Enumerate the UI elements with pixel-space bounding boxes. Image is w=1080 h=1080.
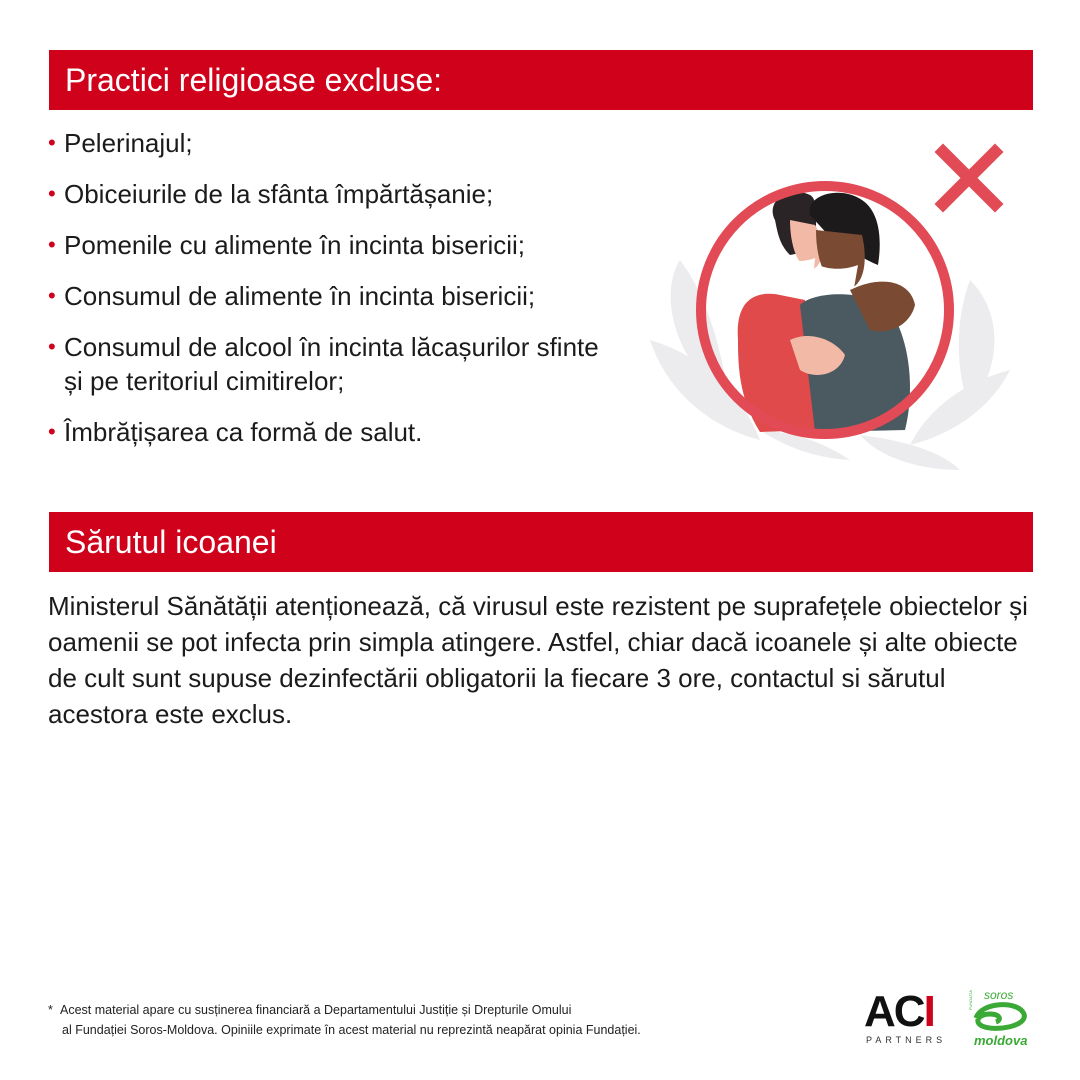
moldova-text: moldova bbox=[974, 1033, 1028, 1048]
hugging-people bbox=[738, 192, 915, 432]
list-item: • Pomenile cu alimente în incinta bisericii; bbox=[48, 230, 525, 260]
aci-partners-logo bbox=[864, 987, 947, 1048]
bullet-icon: • bbox=[48, 334, 56, 359]
aci-subtitle: PARTNERS bbox=[866, 1035, 947, 1045]
excluded-practices-list bbox=[48, 126, 608, 466]
section-title-sarutul: Sărutul icoanei bbox=[49, 512, 1033, 572]
disclaimer-line-1: Acest material apare cu susținerea financiară a Departamentului Justiție și Drepturile Omului bbox=[60, 1003, 572, 1017]
bullet-icon: • bbox=[48, 232, 56, 257]
list-item: • Îmbrățișarea ca formă de salut. bbox=[48, 417, 423, 447]
bullet-icon: • bbox=[48, 130, 56, 155]
aci-wordmark: ACI bbox=[864, 987, 934, 1036]
soros-moldova-logo bbox=[966, 988, 1036, 1048]
section-title-practici: Practici religioase excluse: bbox=[49, 50, 1033, 110]
list-item: • Obiceiurile de la sfânta împărtășanie; bbox=[48, 179, 494, 209]
bullet-icon: • bbox=[48, 181, 56, 206]
footer-disclaimer bbox=[48, 1000, 748, 1040]
close-icon bbox=[943, 152, 995, 204]
footnote-star: * bbox=[48, 1003, 53, 1017]
disclaimer-line-2: al Fundației Soros-Moldova. Opiniile exprimate în acest material nu reprezintă neapărat opinia Fundației. bbox=[62, 1023, 641, 1037]
fundatia-text: FUNDAȚIA bbox=[968, 990, 973, 1010]
no-hugging-illustration bbox=[640, 140, 1030, 480]
bullet-icon: • bbox=[48, 419, 56, 444]
list-item: • Consumul de alimente în incinta bisericii; bbox=[48, 281, 536, 311]
bullet-icon: • bbox=[48, 283, 56, 308]
list-item: • Pelerinajul; bbox=[48, 128, 193, 158]
soros-swirl-icon bbox=[976, 1005, 1024, 1029]
list-item: • Consumul de alcool în incinta lăcașurilor sfinte și pe teritoriul cimitirelor; bbox=[48, 332, 599, 396]
warning-paragraph: Ministerul Sănătății atenționează, că virusul este rezistent pe suprafețele obiectelor și oamenii se pot infecta prin simpla atingere. Astfel, chiar dacă icoanele și alte obiecte de cult sunt supuse dezinfectării obligatorii la fiecare 3 ore, contactul si sărutul acestora este exclus. bbox=[48, 591, 1028, 729]
soros-text: soros bbox=[984, 988, 1014, 1002]
